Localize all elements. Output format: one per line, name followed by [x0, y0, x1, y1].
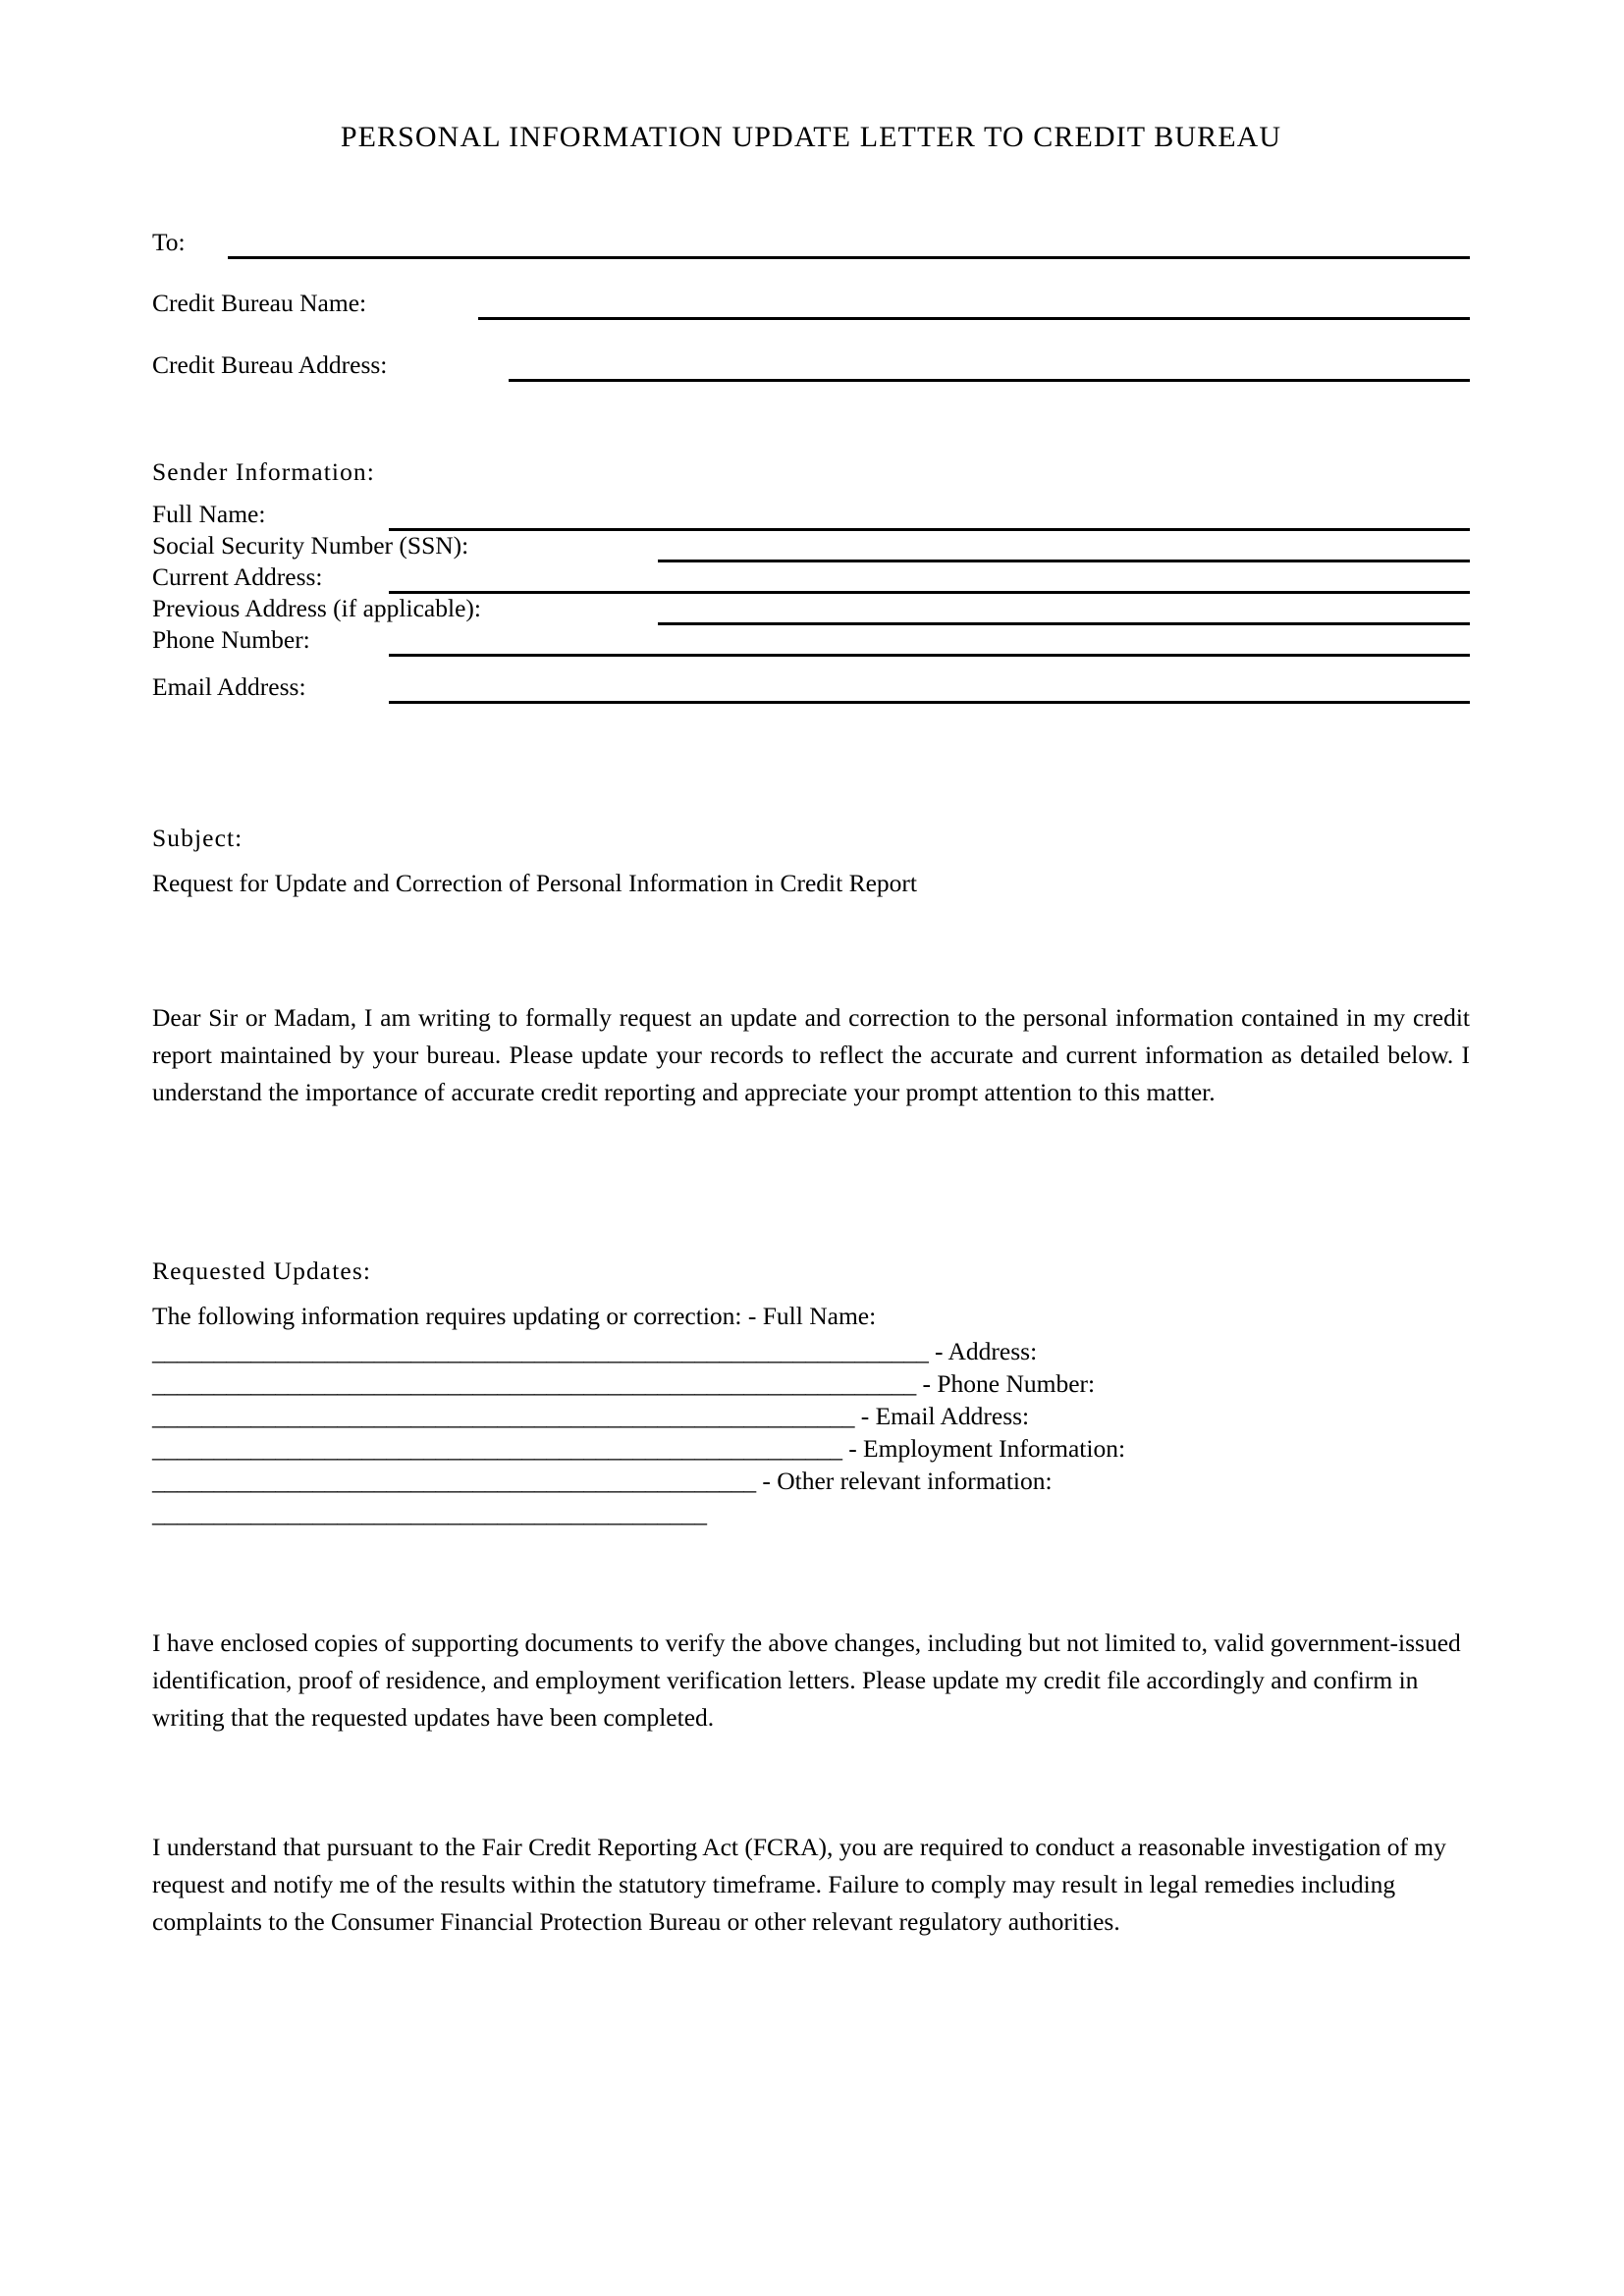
current-address-label: Current Address: — [152, 562, 323, 591]
field-row-phone — [152, 625, 1470, 670]
requested-updates-intro-line: The following information requires updating or correction: - Full Name: — [152, 1302, 877, 1330]
fill-line-employment — [152, 1432, 1470, 1465]
fill-line-address — [152, 1335, 1470, 1367]
requested-updates-heading: Requested Updates: — [152, 1256, 372, 1285]
fill-rule-email[interactable]: ________________________________________________________ — [152, 1434, 842, 1463]
fill-rule-employment[interactable]: _________________________________________________ — [152, 1467, 756, 1495]
page-title: PERSONAL INFORMATION UPDATE LETTER TO CREDIT BUREAU — [340, 121, 1282, 153]
previous-address-label: Previous Address (if applicable): — [152, 594, 481, 622]
field-row-to — [152, 228, 1470, 273]
to-label: To: — [152, 228, 186, 256]
ssn-label: Social Security Number (SSN): — [152, 531, 469, 560]
email-address-input-line[interactable] — [389, 701, 1470, 704]
fill-line-other — [152, 1465, 1470, 1497]
fill-rule-full-name[interactable]: _______________________________________________________________ — [152, 1337, 929, 1365]
field-row-bureau-name — [152, 289, 1470, 334]
fill-label-employment: - Employment Information: — [841, 1434, 1126, 1463]
phone-number-label: Phone Number: — [152, 625, 310, 654]
subject-line: Request for Update and Correction of Personal Information in Credit Report — [152, 869, 917, 897]
credit-bureau-address-input-line[interactable] — [509, 379, 1470, 382]
requested-updates-fill-block — [152, 1335, 1470, 1529]
subject-heading: Subject: — [152, 824, 244, 852]
field-row-email — [152, 672, 1470, 718]
enclosures-paragraph: I have enclosed copies of supporting documents to verify the above changes, including but not limited to, valid government-issued identification, proof of residence, and employment verification letters. Please update my credit file accordingly and confirm in writing that the requested updates have been completed. — [152, 1629, 1461, 1732]
fill-label-phone: - Phone Number: — [916, 1369, 1096, 1398]
fill-rule-phone[interactable]: _________________________________________________________ — [152, 1402, 855, 1430]
fill-line-email — [152, 1400, 1470, 1432]
fill-line-phone — [152, 1367, 1470, 1400]
fill-label-email: - Email Address: — [854, 1402, 1030, 1430]
credit-bureau-name-label: Credit Bureau Name: — [152, 289, 367, 317]
fill-rule-address[interactable]: ______________________________________________________________ — [152, 1369, 917, 1398]
fill-rule-other[interactable]: _____________________________________________ — [152, 1499, 707, 1527]
to-input-line[interactable] — [228, 256, 1470, 259]
fill-line-final — [152, 1497, 1470, 1529]
credit-bureau-address-label: Credit Bureau Address: — [152, 350, 388, 379]
fill-label-address: - Address: — [928, 1337, 1038, 1365]
phone-number-input-line[interactable] — [389, 654, 1470, 657]
fcra-paragraph: I understand that pursuant to the Fair Credit Reporting Act (FCRA), you are required to conduct a reasonable investigation of my request and notify me of the results within the statutory timeframe. Failure to comply may result in legal remedies including complaints to the Consumer Financial Protection Bureau or other relevant regulatory authorities. — [152, 1833, 1446, 1936]
credit-bureau-name-input-line[interactable] — [478, 317, 1470, 320]
email-address-label: Email Address: — [152, 672, 306, 701]
intro-paragraph: Dear Sir or Madam, I am writing to formally request an update and correction to the personal information contained in my credit report maintained by your bureau. Please update your records to reflect the accurate and current information as detailed below. I understand the importance of accurate credit reporting and appreciate your prompt attention to this matter. — [152, 1003, 1470, 1106]
fill-label-other: - Other relevant information: — [755, 1467, 1053, 1495]
sender-information-heading: Sender Information: — [152, 457, 375, 486]
field-row-bureau-address — [152, 350, 1470, 396]
full-name-label: Full Name: — [152, 500, 266, 528]
